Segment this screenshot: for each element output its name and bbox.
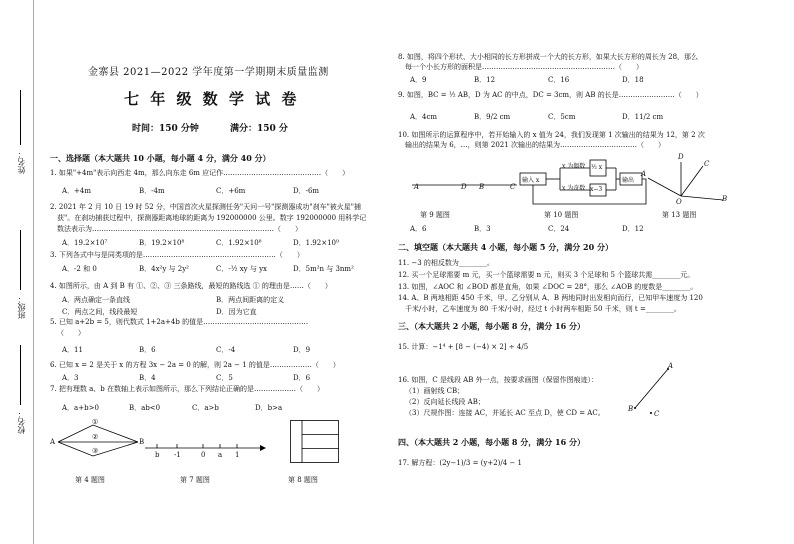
name-blank [20,90,21,145]
exam-time: 时间：150 分钟 [132,124,199,134]
question-15: 15. 计算：−1⁴ + [8 − (−4) × 2] ÷ 4/5 [398,343,529,351]
fig13-point-o: O [676,198,682,206]
fig4-route-1: ① [92,418,99,426]
figure-8 [290,420,340,464]
fig9-point-c: C [510,183,516,191]
fig10-input-box: 输入 x [522,177,540,184]
fig7-label-1: 1 [235,451,240,459]
q10-option-d: D．12 [622,225,644,233]
fig10-half-box: ½ x [591,164,603,171]
fig10-minus-box: x−3 [590,186,603,193]
question-5: 5. 已知 a+2b = 5，则代数式 1+2a+4b 的值是……………………………………… [50,318,309,326]
class-blank [20,230,21,290]
question-2-line1: 2. 2021 年 2 月 10 日 19 时 52 分，中国首次火星探测任务"天问一号"探测器成功"刹车"被火星"捕 [50,203,362,211]
q7-option-d: D．b>a [255,404,283,412]
question-16-step2: （2）反向延长线段 AB； [405,398,485,406]
question-5-bracket: （ ） [57,329,85,337]
question-14-line1: 14. A、B 两地相距 450 千米，甲、乙分别从 A、B 两地同时出发相向而行，已知甲车速度为 120 [398,294,703,302]
q2-option-c: C．1.92×10⁸ [216,239,262,247]
fig4-route-3: ③ [92,447,99,455]
q3-option-c: C．-½ xy 与 yx [216,265,267,273]
q8-option-a: A．9 [410,76,427,84]
question-6: 6. 已知 x = 2 是关于 x 的方程 3x − 2a = 0 的解，则 2a − 1 的值是………………（ ） [50,361,340,369]
question-14-line2: 千米/小时，乙车速度为 80 千米/小时，经过 t 小时两车相距 50 千米，则 t =________。 [405,305,681,313]
name-label: 姓名： [17,150,26,174]
question-16-step3: （3）尺规作图：连接 AC，并延长 AC 至点 D，使 CD = AC。 [405,409,605,417]
question-1: 1. 如果"+4m"表示向西走 4m，那么向东走 6m 应记作……………………………………（ ） [50,169,350,177]
fig10-output-box: 输出 [622,177,635,184]
question-12: 12. 买一个足球需要 m 元，买一个篮球需要 n 元，则买 3 个足球和 5 个篮球共需________元。 [398,271,695,279]
question-8-line1: 8. 如图，将四个形状、大小相同的长方形拼成一个大的长方形，如果大长方形的周长为 28，那么 [398,53,699,61]
fig10-caption: 第 10 题图 [544,211,579,219]
q6-option-c: C．5 [216,374,233,382]
question-16-step1: （1）画射线 CB； [405,387,465,395]
question-10-line1: 10. 如图所示的运算程序中，若开始输入的 x 值为 24，我们发现第 1 次输出的结果为 12，第 2 次 [398,131,705,139]
school-label: 校名： [17,410,26,434]
section3-heading: 三、（本大题共 2 小题，每小题 8 分，满分 16 分） [398,321,585,331]
question-16: 16. 如图，C 是线段 AB 外一点，按要求画图（保留作图痕迹）： [398,376,599,384]
exam-subtitle: 七 年 级 数 学 试 卷 [124,90,300,108]
q3-option-b: B．4x²y 与 2y² [139,265,189,273]
fig7-caption: 第 7 题图 [180,476,210,484]
question-2-line3: 数法表示为……………………………………………………………………（ ） [57,225,302,233]
q5-option-b: B．6 [139,346,156,354]
fig13-point-a: A [641,170,647,178]
q7-option-b: B．ab<0 [129,404,161,412]
fig4-point-a: A [50,438,56,446]
q5-option-d: D．9 [293,346,311,354]
section4-heading: 四、（本大题共 2 小题，每小题 8 分，满分 16 分） [398,437,585,447]
fig7-label-a: a [218,451,223,459]
q6-option-a: A．3 [62,374,79,382]
q9-option-b: B．9/2 cm [474,113,511,121]
exam-title: 金寨县 2021—2022 学年度第一学期期末质量监测 [88,67,329,78]
q2-option-d: D．1.92×10⁹ [293,239,339,247]
fig9-point-b: B [479,183,485,191]
fig13-point-c: C [704,160,710,168]
q1-option-d: D．-6m [293,187,320,195]
fig9-caption: 第 9 题图 [420,211,450,219]
q1-option-c: C．+6m [216,187,246,195]
q9-option-a: A．4cm [410,113,438,121]
class-label: 班级： [17,295,26,319]
fig9-point-a: A [414,183,420,191]
q3-option-a: A．-2 和 0 [62,265,97,273]
q10-option-b: B．3 [474,225,491,233]
question-13: 13. 如图，∠AOC 和 ∠BOD 都是直角，如果 ∠DOC = 28°，那么 ∠AOB 的度数是________。 [398,283,698,291]
q10-option-c: C．24 [548,225,570,233]
exam-score: 满分：150 分 [230,124,288,134]
q4-option-a: A．两点确定一条直线 [62,296,131,304]
question-11: 11. −3 的相反数为________。 [398,259,494,267]
section2-heading: 二、填空题（本大题共 4 小题，每小题 5 分，满分 20 分） [398,242,613,252]
fig7-label-minus1: -1 [174,451,181,459]
figure-9 [412,180,522,190]
question-7: 7. 把有理数 a、b 在数轴上表示如图所示，那么下列结论正确的是………………（ ） [50,385,325,393]
q8-option-c: C．16 [548,76,570,84]
q9-option-d: D．11/2 cm [622,113,664,121]
figure-16 [632,365,672,415]
fig16-point-a: A [668,362,674,370]
q2-option-a: A．19.2×10⁷ [62,239,108,247]
question-9: 9. 如图，BC = ½ AB，D 为 AC 的中点，DC = 3cm，则 AB 的长是……………………（ ） [398,91,703,99]
fig16-point-c: C [654,410,660,418]
q4-option-c: C．两点之间，线段最短 [62,308,138,316]
fig13-point-d: D [678,153,684,161]
section1-heading: 一、选择题（本大题共 10 小题，每小题 4 分，满分 40 分） [50,153,271,163]
q8-option-d: D．18 [622,76,644,84]
figure-13 [648,158,728,208]
fig10-odd-branch: x 为奇数 [562,185,586,192]
q10-option-a: A．6 [410,225,427,233]
fig13-point-b: B [722,195,728,203]
q5-option-c: C．-4 [216,346,236,354]
fig10-even-branch: x 为偶数 [562,163,586,170]
question-4: 4. 如图所示，由 A 到 B 有 ①、②、③ 三条路线，最短的路线选 ① 的理由是……（ ） [50,282,332,290]
binding-line [33,0,34,544]
q9-option-c: C．5cm [548,113,576,121]
q2-option-b: B．19.2×10⁸ [139,239,185,247]
fig9-point-d: D [461,183,467,191]
question-2-line2: 获"。在刹功捕获过程中，探测器距离地球的距离为 192000000 公里。数字 192000000 用科学记 [57,214,367,222]
q4-option-d: D．因为它直 [216,308,257,316]
q7-option-a: A．a+b>0 [62,404,99,412]
question-3: 3. 下列各式中与是同类项的是…………………………………………………（ ） [50,251,304,259]
question-10-line2: 输出的结果为 6，…，则第 2021 次输出的结果为……………………………（ ） [405,141,665,149]
q8-option-b: B．12 [474,76,496,84]
school-blank [20,345,21,405]
fig7-label-b: b [155,451,160,459]
q7-option-c: C．a>b [192,404,219,412]
question-8-line2: 每一个小长方形的面积是…………………………………………………（ ） [405,63,643,71]
q5-option-a: A．11 [62,346,83,354]
fig4-point-b: B [139,438,145,446]
fig13-caption: 第 13 题图 [662,211,697,219]
fig7-label-0: 0 [201,451,206,459]
fig4-caption: 第 4 题图 [75,476,105,484]
q1-option-b: B．-4m [139,187,165,195]
fig16-point-b: B [628,405,634,413]
q1-option-a: A．+4m [62,187,92,195]
q6-option-d: D．6 [293,374,311,382]
fig8-caption: 第 8 题图 [288,476,318,484]
q6-option-b: B．4 [139,374,156,382]
question-17: 17. 解方程：(2y−1)/3 = (y+2)/4 − 1 [398,459,522,467]
fig4-route-2: ② [92,433,99,441]
q4-option-b: B．两点间距离的定义 [216,296,285,304]
q3-option-d: D．5m²n 与 3nm² [293,265,354,273]
